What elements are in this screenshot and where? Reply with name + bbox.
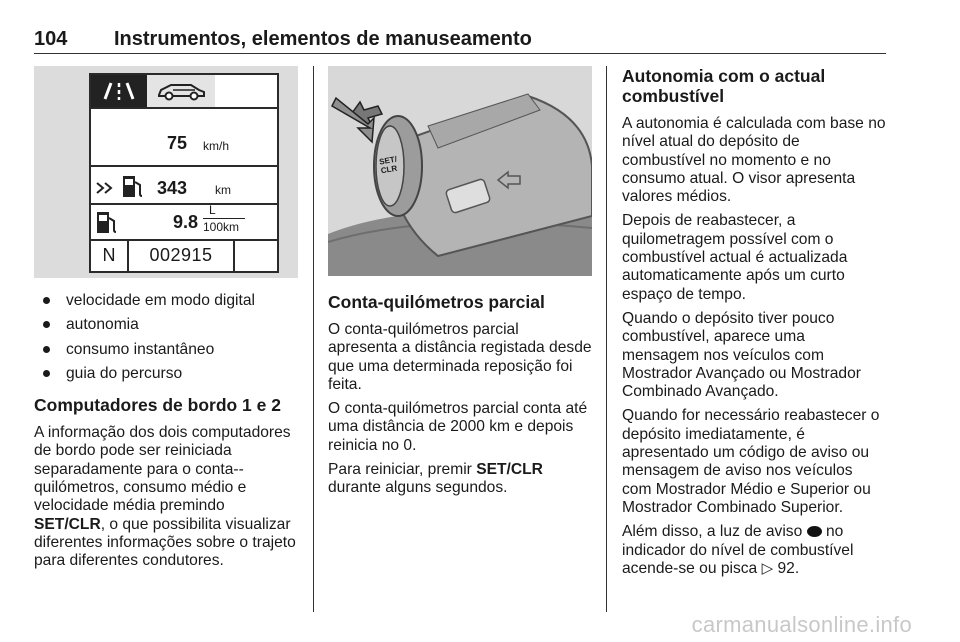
cluster-display-illustration: [34, 66, 298, 278]
speed-unit: km/h: [203, 139, 230, 153]
range-paragraph-5: Além disso, a luz de aviso no indicador do nível de combustível acende-se ou pisca ▷ 92.: [622, 523, 854, 577]
chevron-right-icon: [95, 181, 117, 200]
section-heading-trip-odometer: Conta-quilómetros parcial: [328, 292, 545, 312]
range-paragraph-2: Depois de reabastecer, a quilometragem possível com o combustível actual é actualizada automaticamente após um curto espaço de tempo.: [622, 212, 848, 303]
section-heading-trip-computers: Computadores de bordo 1 e 2: [34, 395, 281, 416]
range-row: [91, 167, 277, 207]
bullet-icon: [43, 321, 50, 328]
column-divider-2: [606, 66, 607, 612]
column-middle: [328, 66, 592, 504]
range-unit: km: [215, 183, 231, 197]
trip-odometer-paragraph-1: O conta-quilómetros parcial apresenta a distância registada desde que uma determinada reposição foi feita.: [328, 321, 592, 393]
range-paragraph-4: Quando for necessário reabastecer o depósito imediatamente, é apresentado um código de aviso ou mensagem de aviso nos veículos com Mostrador Médio e Superior ou Mostrador Combinado Superior.: [622, 407, 880, 516]
trip-computers-paragraph: A informação dos dois computadores de bordo pode ser reiniciada separadamente para o conta--quilómetros, consumo médio e velocidade média premindo SET/CLR, o que possibilita visualizar diferentes informações sobre o trajeto para diferentes condutores.: [34, 424, 296, 570]
cluster-screen: [89, 73, 279, 273]
trip-odometer-paragraph-2: O conta-quilómetros parcial conta até uma distância de 2000 km e depois reinicia no 0.: [328, 400, 588, 454]
section-heading-range: Autonomia com o actual combustível: [622, 66, 826, 106]
page-header: [34, 28, 886, 52]
stalk-illustration: [328, 66, 592, 276]
feature-list: [34, 292, 298, 383]
column-left: [34, 66, 298, 577]
list-item: guia do percurso: [34, 365, 298, 383]
page-reference-link[interactable]: 92.: [777, 559, 800, 577]
range-value: 343: [157, 178, 188, 198]
odometer-value: 002915: [129, 239, 235, 271]
fuel-pump-icon: [121, 173, 145, 204]
header-divider: [34, 53, 886, 54]
bullet-icon: [43, 346, 50, 353]
page-number: 104: [34, 28, 68, 50]
speed-value: 75: [167, 133, 188, 153]
range-paragraph-3: Quando o depósito tiver pouco combustível, aparece uma mensagem nos veículos com Mostrador Avançado ou Mostrador Combinado Avançado.: [622, 309, 861, 401]
watermark: carmanualsonline.info: [691, 612, 912, 637]
page-title: Instrumentos, elementos de manuseamento: [114, 28, 532, 50]
warning-light-icon: [807, 526, 822, 537]
bullet-icon: [43, 297, 50, 304]
cluster-tabs: [91, 75, 277, 107]
bullet-icon: [43, 370, 50, 377]
set-clr-button-label: SET/ CLR: [378, 154, 398, 176]
consumption-unit-bottom: 100km: [203, 220, 240, 234]
speed-row: [91, 125, 277, 165]
list-item: velocidade em modo digital: [34, 292, 298, 310]
trip-odometer-paragraph-3: Para reiniciar, premir SET/CLR durante alguns segundos.: [328, 461, 543, 497]
range-paragraph-1: A autonomia é calculada com base no nível atual do depósito de combustível no momento e no consumo atual. O visor apresenta valores médios.: [622, 115, 886, 206]
column-divider-1: [313, 66, 314, 612]
consumption-unit-top: L: [209, 203, 216, 217]
car-icon: [147, 75, 215, 107]
fuel-pump-icon: [95, 209, 119, 240]
gear-indicator: N: [91, 239, 129, 271]
road-icon: [91, 75, 147, 107]
consumption-value: 9.8: [173, 212, 199, 232]
list-item: autonomia: [34, 316, 298, 334]
consumption-row: [91, 203, 277, 239]
page-reference-arrow-icon: ▷: [761, 559, 774, 577]
column-right: [622, 66, 886, 584]
list-item: consumo instantâneo: [34, 341, 298, 359]
